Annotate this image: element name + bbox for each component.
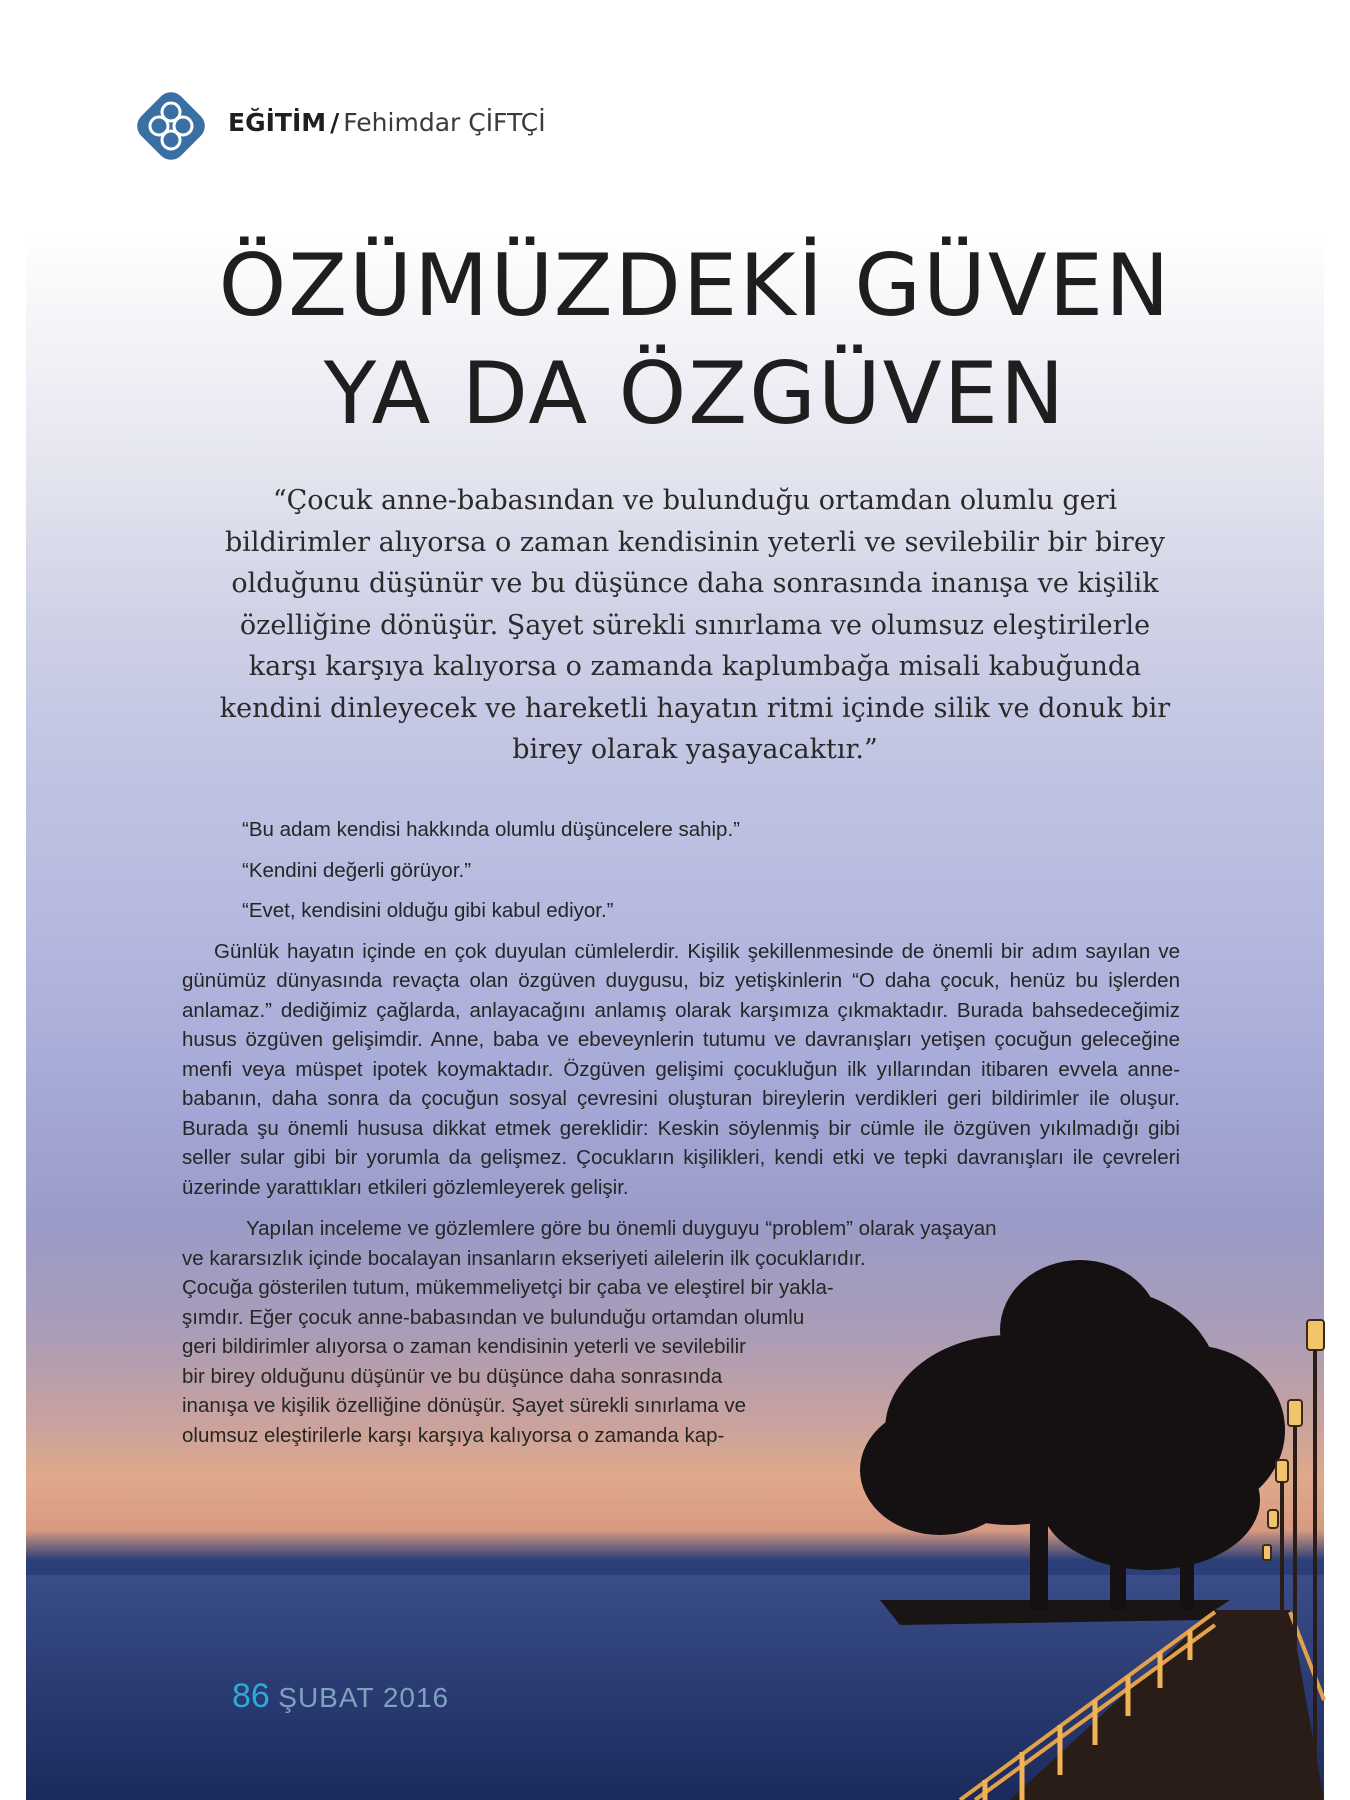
body-line: Yapılan inceleme ve gözlemlere göre bu önemli duyguyu “problem” olarak yaşayan [246,1217,997,1240]
article-body [182,815,1180,1450]
body-paragraph-2 [182,1214,1180,1450]
page-footer [232,1677,449,1716]
body-line: inanışa ve kişilik özelliğine dönüşür. Şayet sürekli sınırlama ve [182,1394,747,1417]
byline-separator: / [330,108,340,137]
article-title [0,232,1350,448]
section-logo-icon [123,78,219,174]
title-line-1: ÖZÜMÜZDEKİ GÜVEN [218,236,1172,336]
quote-line: “Kendini değerli görüyor.” [242,858,472,882]
body-line: geri bildirimler alıyorsa o zaman kendisinin yeterli ve sevilebilir [182,1335,746,1358]
quote-line: “Evet, kendisini olduğu gibi kabul ediyor.” [242,899,614,922]
section-category: EĞİTİM [228,108,327,137]
article-byline [228,108,546,137]
body-line: bir birey olduğunu düşünür ve bu düşünce daha sonrasında [182,1364,723,1388]
body-line: Çocuğa gösterilen tutum, mükemmeliyetçi bir çaba ve eleştirel bir yakla- [182,1276,834,1299]
body-paragraph-1: Günlük hayatın içinde en çok duyulan cümlelerdir. Kişilik şekillenmesinde de önemli bir adım sayılan ve günümüz dünyasında revaçta olan özgüven duygusu, biz yetişkinlerin “O daha çocuk, henüz bu işlerden anlamaz.” dediğimiz çağlarda, anlayacağını anlamış olarak karşımıza çıkmaktadır. Burada bahsedeceğimiz husus özgüven gelişimdir. Anne, baba ve ebeveynlerin tutumu ve davranışları yetişen çocuğun geleceğine menfi veya müspet ipotek koymaktadır. Özgüven gelişimi çocukluğun ilk yıllarından itibaren evvela anne-babanın, daha sonra da çocuğun sosyal çevresini oluşturan bireylerin verdikleri geri bildirimler ile oluşur. Burada şu önemli hususa dikkat etmek gereklidir: Keskin söylenmiş bir cümle ile özgüven yıkılmadığı gibi seller sular gibi bir yorumla da gelişmez. Çocukların kişilikleri, kendi etki ve tepki davranışları ile çevreleri üzerinde yarattıkları etkileri gözlemleyerek gelişir. [182,939,1180,1199]
title-line-2: YA DA ÖZGÜVEN [323,344,1067,444]
body-line: olumsuz eleştirilerle karşı karşıya kalıyorsa o zamanda kap- [182,1423,725,1447]
lead-quote: “Çocuk anne-babasından ve bulunduğu ortamdan olumlu geri bildirimler alıyorsa o zaman kendisinin yeterli ve sevilebilir bir birey olduğunu düşünür ve bu düşünce daha sonrasında inanışa ve kişilik özelliğine dönüşür. Şayet sürekli sınırlama ve olumsuz eleştirilerle karşı karşıya kalıyorsa o zamanda kaplumbağa misali kabuğunda kendini dinleyecek ve hareketli hayatın ritmi içinde silik ve donuk bir birey olarak yaşayacaktır.” [219,485,1171,765]
author-name: Fehimdar ÇİFTÇİ [343,108,546,137]
quote-line: “Bu adam kendisi hakkında olumlu düşüncelere sahip.” [242,818,740,841]
page-number: 86 [232,1677,270,1715]
body-line: ve kararsızlık içinde bocalayan insanların ekseriyeti ailelerin ilk çocuklarıdır. [182,1246,866,1270]
body-line: şımdır. Eğer çocuk anne-babasından ve bulunduğu ortamdan olumlu [182,1305,805,1329]
issue-date: ŞUBAT 2016 [278,1682,450,1713]
